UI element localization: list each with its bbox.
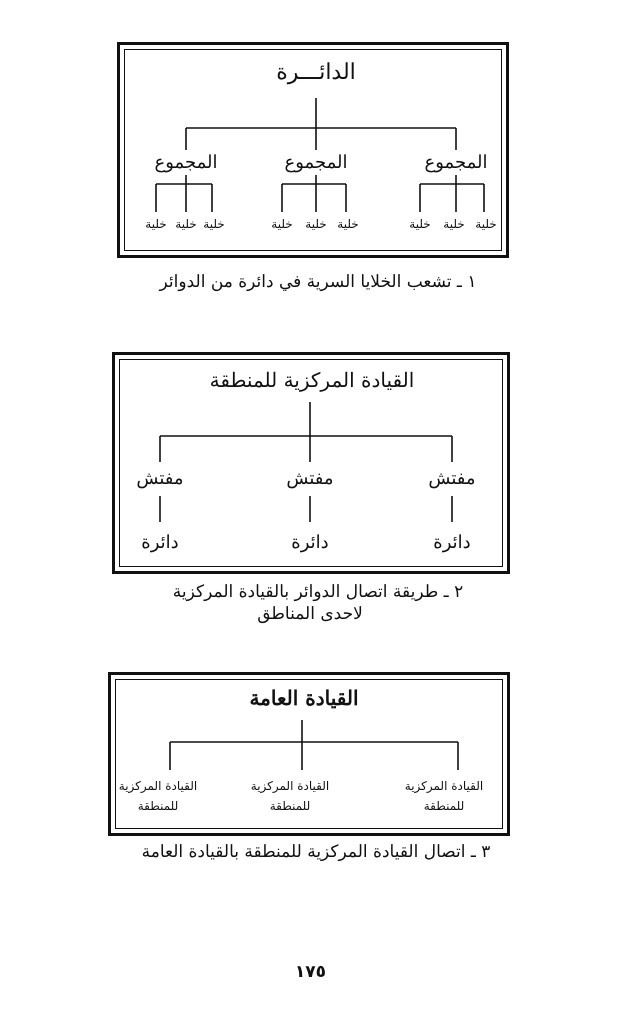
figure2-child-label: دائرة — [291, 532, 329, 553]
figure1-cell-label: خلية — [409, 217, 431, 231]
figure2-branch-label: مفتش — [428, 468, 476, 489]
figure2-branch-label: مفتش — [136, 468, 184, 489]
figure1-caption: ١ ـ تشعب الخلايا السرية في دائرة من الدوائر — [159, 272, 477, 292]
figure3-branch-label-line1: القيادة المركزية — [250, 779, 330, 793]
figure3-branch-label-line2: للمنطقة — [423, 799, 465, 813]
figure1-group-label: المجموع — [284, 152, 348, 173]
figure1-cell-label: خلية — [271, 217, 293, 231]
figure3-caption: ٣ ـ اتصال القيادة المركزية للمنطقة بالقيادة العامة — [141, 842, 491, 862]
figure3-branch-label-line2: للمنطقة — [269, 799, 311, 813]
page-number: ١٧٥ — [294, 962, 327, 982]
figure2-child-label: دائرة — [141, 532, 179, 553]
figure1-cell-label: خلية — [145, 217, 167, 231]
figure2-caption-line2: لاحدى المناطق — [257, 604, 363, 624]
figure1-cell-label: خلية — [175, 217, 197, 231]
figure2-child-label: دائرة — [433, 532, 471, 553]
figure1-group-label: المجموع — [154, 152, 218, 173]
figure2-caption-line1: ٢ ـ طريقة اتصال الدوائر بالقيادة المركزية — [172, 582, 464, 602]
figure1-cell-label: خلية — [305, 217, 327, 231]
figure1-group-label: المجموع — [424, 152, 488, 173]
figure3-branch-label-line1: القيادة المركزية — [404, 779, 484, 793]
figure2-branch-label: مفتش — [286, 468, 334, 489]
figure1-cell-label: خلية — [203, 217, 225, 231]
figure3-root-label: القيادة العامة — [249, 686, 359, 710]
figure1-root-label: الدائـــرة — [276, 60, 356, 85]
figure3-branch-label-line2: للمنطقة — [137, 799, 179, 813]
figure1-cell-label: خلية — [337, 217, 359, 231]
figure1-cell-label: خلية — [475, 217, 497, 231]
figure3-branch-label-line1: القيادة المركزية — [118, 779, 198, 793]
figure1-cell-label: خلية — [443, 217, 465, 231]
figure2-root-label: القيادة المركزية للمنطقة — [209, 368, 415, 392]
